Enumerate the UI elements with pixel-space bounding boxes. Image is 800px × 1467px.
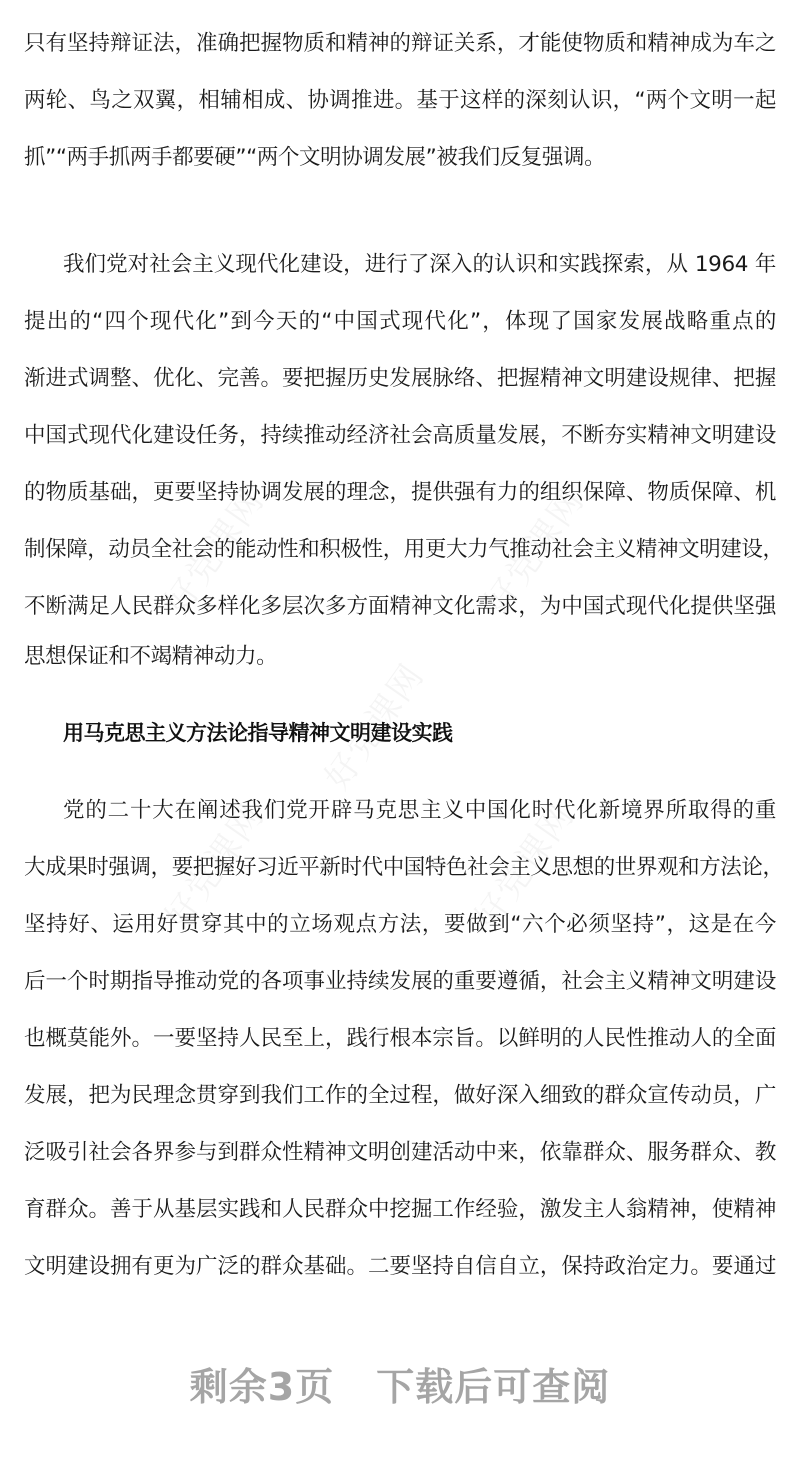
remaining-pages-label: 剩余3页: [189, 1365, 335, 1409]
text-line: 不断满足人民群众多样化多层次多方面精神文化需求，为中国式现代化提供坚强: [24, 594, 776, 619]
text-line: 育群众。善于从基层实践和人民群众中挖掘工作经验，激发主人翁精神，使精神: [24, 1197, 776, 1222]
text-line: 文明建设拥有更为广泛的群众基础。二要坚持自信自立，保持政治定力。要通过: [24, 1254, 776, 1279]
text-line: 泛吸引社会各界参与到群众性精神文明创建活动中来，依靠群众、服务群众、教: [24, 1140, 776, 1165]
download-prompt-banner[interactable]: [0, 1362, 800, 1412]
text-line: 坚持好、运用好贯穿其中的立场观点方法，要做到“六个必须坚持”，这是在今: [24, 912, 776, 937]
text-line: 制保障，动员全社会的能动性和积极性，用更大力气推动社会主义精神文明建设，: [24, 537, 784, 562]
text-line: 渐进式调整、优化、完善。要把握历史发展脉络、把握精神文明建设规律、把握: [24, 366, 776, 391]
text-line: 只有坚持辩证法，准确把握物质和精神的辩证关系，才能使物质和精神成为车之: [24, 31, 776, 56]
text-line: 党的二十大在阐述我们党开辟马克思主义中国化时代化新境界所取得的重: [63, 798, 776, 823]
text-line: 后一个时期指导推动党的各项事业持续发展的重要遵循，社会主义精神文明建设: [24, 969, 776, 994]
text-line: 的物质基础，更要坚持协调发展的理念，提供强有力的组织保障、物质保障、机: [24, 480, 776, 505]
text-line: 两轮、鸟之双翼，相辅相成、协调推进。基于这样的深刻认识，“两个文明一起: [24, 88, 776, 113]
text-line: 中国式现代化建设任务，持续推动经济社会高质量发展，不断夯实精神文明建设: [24, 423, 776, 448]
download-to-view-label: 下载后可查阅: [376, 1365, 611, 1409]
section-heading: 用马克思主义方法论指导精神文明建设实践: [63, 721, 453, 745]
text-line: 大成果时强调，要把握好习近平新时代中国特色社会主义思想的世界观和方法论，: [24, 855, 784, 880]
text-line: 提出的“四个现代化”到今天的“中国式现代化”，体现了国家发展战略重点的: [24, 309, 776, 334]
text-line: 我们党对社会主义现代化建设，进行了深入的认识和实践探索，从 1964 年: [63, 252, 776, 277]
text-line: 也概莫能外。一要坚持人民至上，践行根本宗旨。以鲜明的人民性推动人的全面: [24, 1026, 776, 1051]
text-line: 抓”“两手抓两手都要硬”“两个文明协调发展”被我们反复强调。: [24, 145, 606, 170]
text-line: 思想保证和不竭精神动力。: [24, 644, 278, 669]
text-line: 发展，把为民理念贯穿到我们工作的全过程，做好深入细致的群众宣传动员，广: [24, 1083, 776, 1108]
